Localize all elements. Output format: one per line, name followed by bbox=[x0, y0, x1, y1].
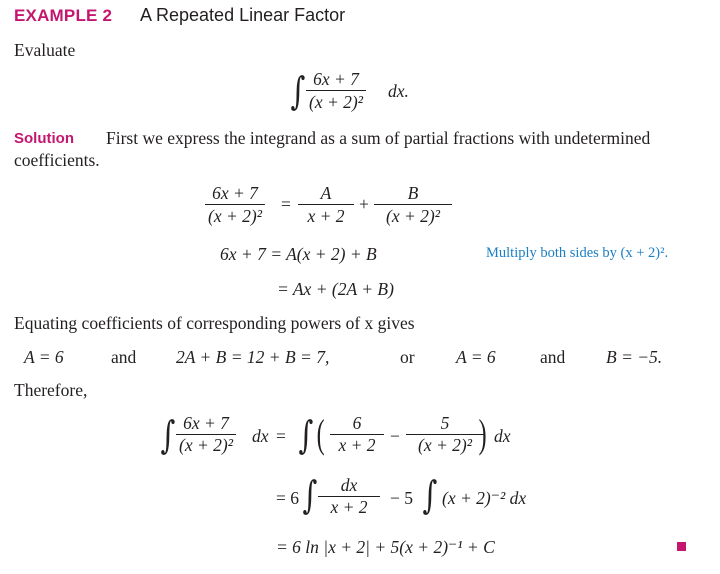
a-denominator: x + 2 bbox=[298, 204, 354, 227]
display-fraction bbox=[306, 68, 366, 113]
coef-a: A = 6 bbox=[24, 347, 64, 367]
and-2: and bbox=[540, 347, 566, 367]
lhs-fraction bbox=[205, 182, 265, 227]
result-denominator-1: (x + 2)² bbox=[176, 434, 236, 456]
coef-2a-b: 2A + B = 12 + B = 7, bbox=[176, 347, 330, 367]
equation-line2: 6x + 7 = A(x + 2) + B bbox=[220, 244, 377, 264]
result-line3: = 6 ln |x + 2| + 5(x + 2)⁻¹ + C bbox=[276, 537, 495, 557]
result-dx-2: dx bbox=[494, 426, 511, 446]
display-numerator: 6x + 7 bbox=[313, 69, 359, 89]
term2-denominator: (x + 2)² bbox=[406, 434, 484, 456]
equating-text: Equating coefficients of corresponding powers of x gives bbox=[14, 313, 415, 333]
lhs-numerator: 6x + 7 bbox=[212, 183, 258, 203]
result-term-1 bbox=[330, 413, 384, 456]
a-numerator: A bbox=[320, 183, 332, 203]
coef-a-result: A = 6 bbox=[456, 347, 496, 367]
term2-numerator: 5 bbox=[440, 413, 450, 433]
result-term-2 bbox=[406, 413, 484, 456]
equation-line3: = Ax + (2A + B) bbox=[277, 279, 394, 299]
plus-sign: + bbox=[359, 194, 369, 214]
lhs-denominator: (x + 2)² bbox=[205, 204, 265, 227]
b-denominator: (x + 2)² bbox=[374, 204, 452, 227]
term1-denominator: x + 2 bbox=[330, 434, 384, 456]
or-word: or bbox=[400, 347, 415, 367]
solution-text-line1: First we express the integrand as a sum of partial fractions with undetermined bbox=[106, 128, 651, 148]
integral-sign: ∫ bbox=[290, 69, 306, 113]
result-line2-minus5: − 5 bbox=[390, 488, 413, 508]
result-equals-1: = bbox=[276, 426, 286, 446]
equals-sign: = bbox=[281, 194, 291, 214]
example-title: A Repeated Linear Factor bbox=[140, 5, 346, 25]
b-numerator: B bbox=[407, 183, 419, 203]
note-multiply: Multiply both sides by (x + 2)². bbox=[486, 245, 669, 261]
integral-sign-r4: ∫ bbox=[422, 473, 438, 517]
fraction-a bbox=[298, 182, 354, 227]
intro-text: Evaluate bbox=[14, 40, 76, 60]
example-label: EXAMPLE 2 bbox=[14, 6, 113, 25]
solution-text-line2: coefficients. bbox=[14, 150, 100, 170]
end-of-example-marker bbox=[677, 542, 686, 551]
fraction-b bbox=[374, 182, 452, 227]
therefore-text: Therefore, bbox=[14, 380, 88, 400]
result-line2-tail: (x + 2)⁻² dx bbox=[442, 488, 527, 508]
result-numerator-1: 6x + 7 bbox=[183, 413, 229, 433]
result-dx-1: dx bbox=[252, 426, 269, 446]
display-dx: dx. bbox=[388, 81, 409, 101]
display-denominator: (x + 2)² bbox=[306, 90, 366, 113]
term1-numerator: 6 bbox=[352, 413, 362, 433]
result-fraction-1 bbox=[176, 413, 236, 456]
result-fraction-3 bbox=[318, 475, 380, 518]
line2-numerator: dx bbox=[340, 475, 358, 495]
result-minus: − bbox=[390, 426, 400, 446]
integral-sign-r1: ∫ bbox=[160, 413, 176, 457]
right-paren: ) bbox=[478, 411, 487, 456]
left-paren: ( bbox=[316, 411, 325, 456]
solution-label: Solution bbox=[14, 130, 74, 147]
integral-sign-r2: ∫ bbox=[298, 413, 314, 457]
result-line2-eq: = 6 bbox=[276, 488, 299, 508]
line2-denominator: x + 2 bbox=[318, 496, 380, 518]
coef-b-result: B = −5. bbox=[606, 347, 663, 367]
integral-sign-r3: ∫ bbox=[302, 473, 318, 517]
and-1: and bbox=[111, 347, 137, 367]
